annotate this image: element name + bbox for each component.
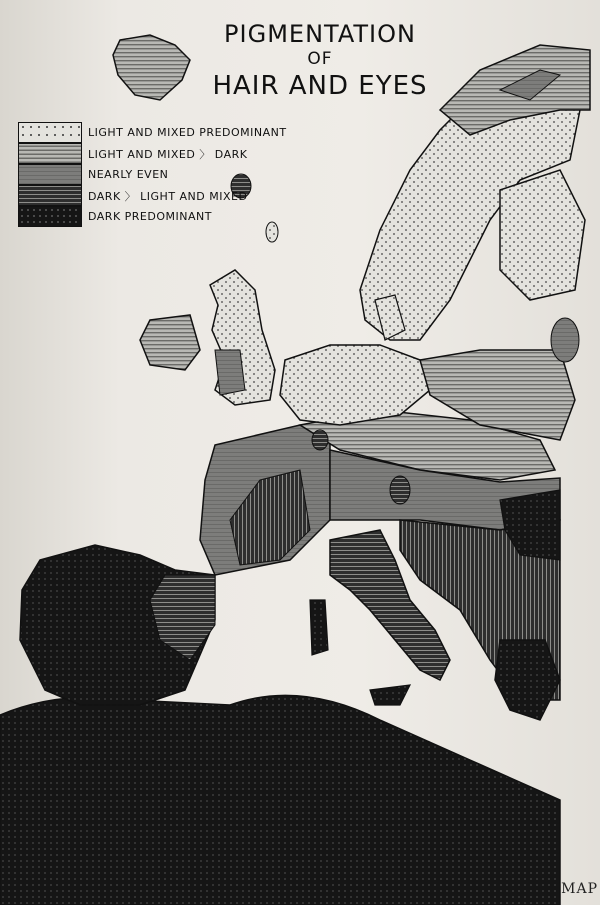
region-sicily [370,685,410,705]
legend-label: DARK PREDOMINANT [88,210,212,223]
region-ireland [140,315,200,370]
title-line-3: HAIR AND EYES [212,71,428,101]
title-line-1: PIGMENTATION [224,20,416,48]
region-iceland [113,35,190,100]
map-title [200,20,440,102]
legend-label: DARK 〉 LIGHT AND MIXED [88,189,248,203]
title-line-2: OF [307,49,333,69]
region-wales-even [215,350,245,395]
page-corner-label: MAP [561,881,598,897]
legend-row-dark-gt-light [18,185,287,206]
region-greece [495,640,560,720]
legend-swatch-dark-gt-light [18,185,82,206]
region-baltic-patch [551,318,579,362]
legend-swatch-light-gt-dark [18,143,82,164]
region-africa-dark [0,695,560,905]
legend-row-light-gt-dark [18,143,287,164]
legend-row-light [18,122,287,143]
region-carpathian-spot [390,476,410,504]
legend-row-dark [18,206,287,227]
legend-row-even [18,164,287,185]
region-finland [500,170,585,300]
map-legend [18,122,287,227]
region-sardinia [310,600,328,655]
legend-swatch-dark [18,206,82,227]
legend-label: LIGHT AND MIXED PREDOMINANT [88,126,287,139]
legend-label: NEARLY EVEN [88,168,169,181]
legend-swatch-light [18,122,82,143]
region-alps-spot [312,430,328,450]
legend-swatch-even [18,164,82,185]
legend-label: LIGHT AND MIXED 〉 DARK [88,147,248,161]
